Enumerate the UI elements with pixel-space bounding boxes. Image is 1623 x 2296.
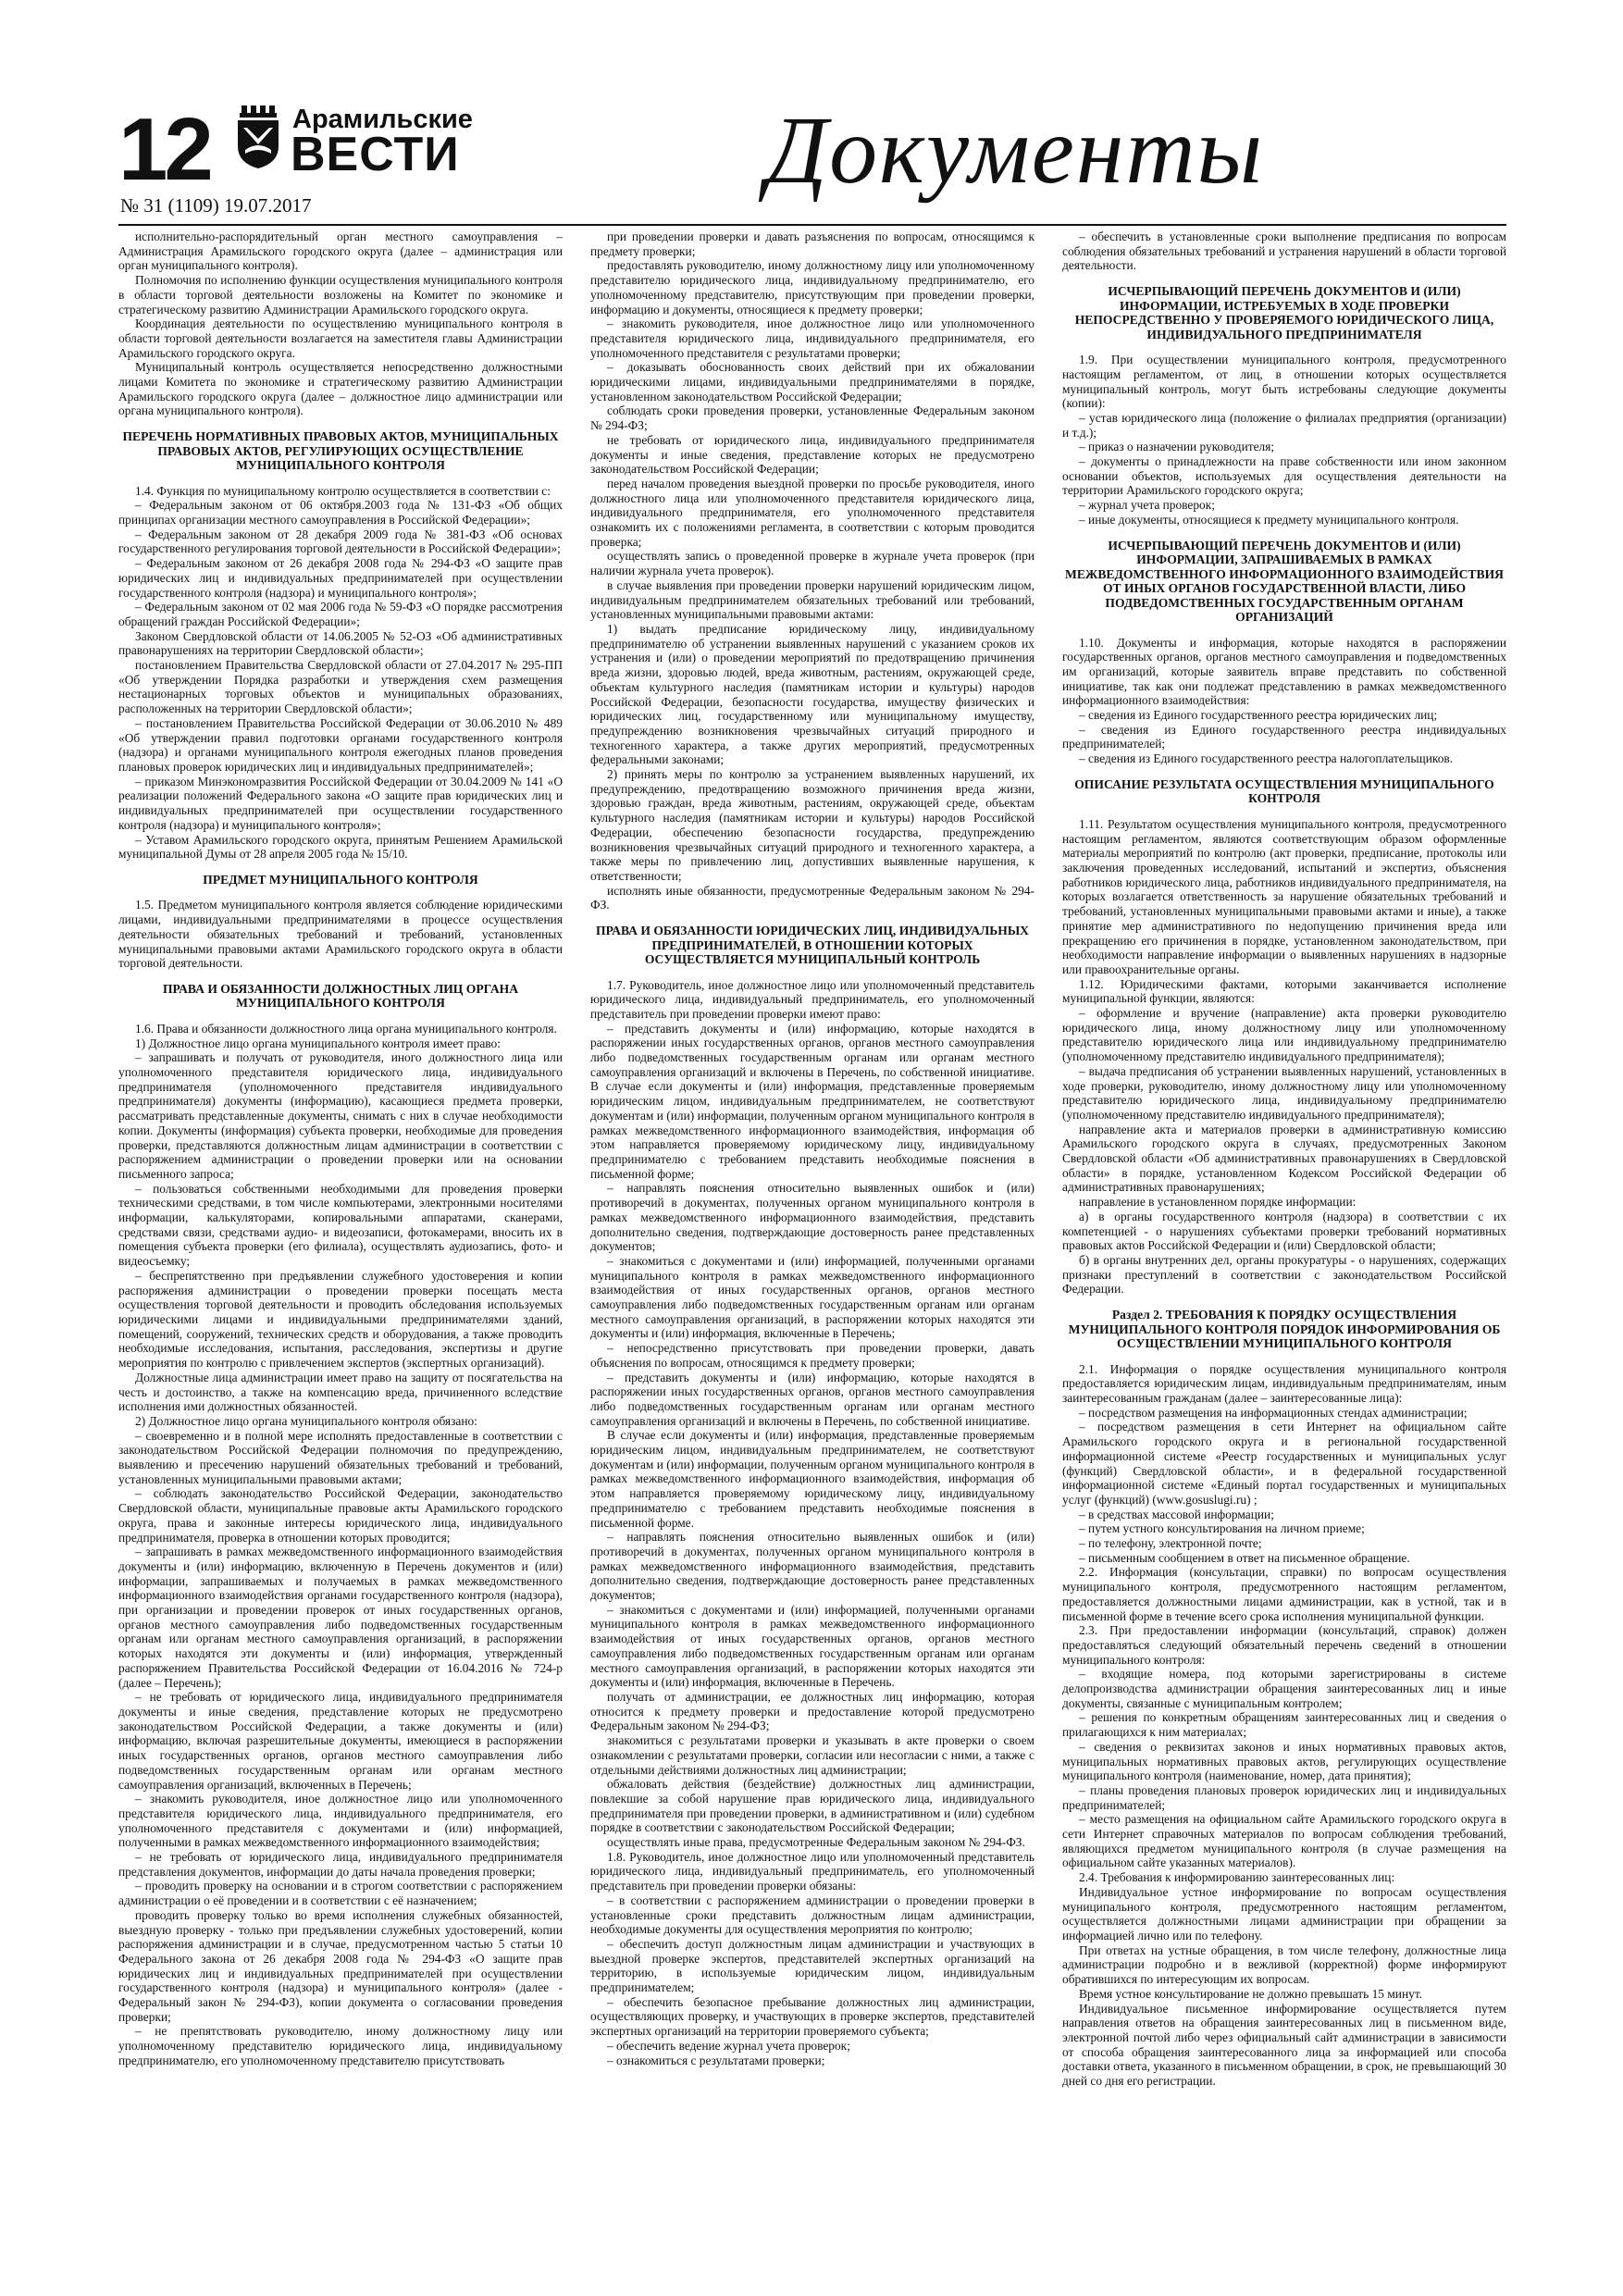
- paragraph: не требовать от юридического лица, индивидуального предпринимателя документы и иные сведения, представление которых не предусмотрено законодательством Российской Федерации;: [590, 432, 1035, 477]
- paragraph: б) в органы внутренних дел, органы прокуратуры - о нарушениях, содержащих признаки преступлений в соответствии с законодательством Российской Федерации.: [1062, 1252, 1506, 1297]
- paragraph: Муниципальный контроль осуществляется непосредственно должностными лицами Комитета по экономике и стратегическому развитию Администрации Арамильского городского округа (далее – должностное лицо администрации или органа муниципального контроля).: [118, 360, 563, 418]
- paragraph: – приказ о назначении руководителя;: [1079, 440, 1275, 454]
- paragraph: Время устное консультирование не должно превышать 15 минут.: [1079, 1986, 1423, 2001]
- paragraph: 1.5. Предметом муниципального контроля является соблюдение юридическими лицами, индивидуальными предпринимателями в процессе осуществления деятельности обязательных требований и требований, установленных муниципальными правовыми актами Арамильского городского округа в области торговой деятельности.: [118, 898, 563, 971]
- section-heading: ПРАВА И ОБЯЗАННОСТИ ЮРИДИЧЕСКИХ ЛИЦ, ИНДИВИДУАЛЬНЫХ ПРЕДПРИНИМАТЕЛЕЙ, В ОТНОШЕНИИ КОТОРЫХ ОСУЩЕСТВЛЯЕТСЯ МУНИЦИПАЛЬНЫЙ КОНТРОЛЬ: [596, 924, 1029, 967]
- paragraph: 1.10. Документы и информация, которые находятся в распоряжении государственных органов, органов местного самоуправления и подведомственных им организаций, которые заявитель вправе представить по собственной инициативе, так как они подлежат представлению в рамках межведомственного информационного взаимодействия:: [1062, 635, 1506, 708]
- paragraph: – сведения из Единого государственного реестра налогоплательщиков.: [1079, 751, 1454, 766]
- paragraph: – входящие номера, под которыми зарегистрированы в системе делопроизводства администрации обращения заинтересованных лиц и иные документы, связанные с муниципальным контролем;: [1062, 1667, 1506, 1710]
- paragraph: 1.4. Функция по муниципальному контролю осуществляется в соответствии с:: [135, 483, 551, 498]
- paragraph: – посредством размещения на информационных стендах администрации;: [1079, 1405, 1468, 1420]
- paragraph: – проводить проверку на основании и в строгом соответствии с распоряжением администрации о её проведении и в соответствии с её назначением;: [118, 1879, 563, 1908]
- paragraph: Полномочия по исполнению функции осуществления муниципального контроля в области торговой деятельности возложены на Комитет по экономике и стратегическому развитию Администрации Арамильского городского округа.: [118, 273, 563, 316]
- paragraph: – Федеральным законом от 02 мая 2006 года № 59-ФЗ «О порядке рассмотрения обращений граждан Российской Федерации»;: [118, 600, 563, 628]
- coat-of-arms-icon: [232, 104, 284, 170]
- paragraph: проводить проверку только во время исполнения служебных обязанностей, выездную проверку - только при предъявлении служебных удостоверений, копии распоряжения администрации и в случае, предусмотренном частью 5 статьи 10 Федерального закона от 26 декабря 2008 года № 294-ФЗ «О защите прав юридических лиц и индивидуальных предпринимателей при осуществлении государственного контроля (надзора) и муниципального контроля» (далее - Федеральный закон № 294-ФЗ), копии документа о согласовании проведения проверки;: [118, 1907, 563, 2024]
- paragraph: – обеспечить ведение журнал учета проверок;: [607, 2038, 850, 2053]
- paragraph: 1) Должностное лицо органа муниципального контроля имеет право:: [135, 1036, 501, 1050]
- paragraph: – запрашивать и получать от руководителя, иного должностного лица или уполномоченного представителя юридического лица, индивидуального предпринимателя (уполномоченного представителя индивидуального предпринимателя) документы (информацию), касающиеся предмета проверки, рассматривать представленные документы, снимать с них в случае необходимости копии. Документы (информация) субъекта проверки, необходимые для проведения проверки, представляются должностным лицам администрации в соответствии с распоряжением администрации о проведении проверки или на основании письменного запроса;: [118, 1050, 563, 1181]
- paragraph: – посредством размещения в сети Интернет на официальном сайте Арамильского городского округа и в региональной государственной информационной системе «Реестр государственных и муниципальных услуг (функций) Свердловской области», и в федеральной государственной информационной системе «Единый портал государственных и муниципальных услуг (функций) (www.gosuslugi.ru) ;: [1062, 1420, 1506, 1507]
- paragraph: а) в органы государственного контроля (надзора) в соответствии с их компетенцией - о нарушениях субъектами проверки требований нормативных правовых актов Российской Федерации и (или) Свердловской области;: [1062, 1209, 1506, 1253]
- paragraph: – обеспечить в установленные сроки выполнение предписания по вопросам соблюдения обязательных требований и устранения нарушений в области торговой деятельности.: [1062, 230, 1506, 273]
- paragraph: – запрашивать в рамках межведомственного информационного взаимодействия документы и (или) информацию, включенную в Перечень документов и (или) информации, запрашиваемых и получаемых в рамках межведомственного информационного взаимодействия органами государственного контроля (надзора), при организации и проведении проверок от иных государственных органов, органов местного самоуправления либо подведомственных государственным органам или органам местного самоуправления организаций, в распоряжении которых находятся эти документы и (или) информация, утвержденный распоряжением Правительства Российской Федерации от 16.04.2016 № 724-р (далее – Перечень);: [118, 1545, 563, 1690]
- section-heading: ИСЧЕРПЫВАЮЩИЙ ПЕРЕЧЕНЬ ДОКУМЕНТОВ И (ИЛИ) ИНФОРМАЦИИ, ЗАПРАШИВАЕМЫХ В РАМКАХ МЕЖВЕДОМСТВЕННОГО ИНФОРМАЦИОННОГО ВЗАИМОДЕЙСТВИЯ ОТ ИНЫХ ОРГАНОВ ГОСУДАРСТВЕННОЙ ВЛАСТИ, ЛИБО ПОДВЕДОМСТВЕННЫХ ГОСУДАРСТВЕННЫМ ОРГАНАМ ОРГАНИЗАЦИЙ: [1065, 538, 1504, 625]
- paragraph: – путем устного консультирования на личном приеме;: [1079, 1521, 1365, 1536]
- paragraph: При ответах на устные обращения, в том числе телефону, должностные лица администрации подробно и в вежливой (корректной) форме информируют обратившихся по интересующим их вопросам.: [1062, 1942, 1506, 1987]
- paragraph: знакомиться с результатами проверки и указывать в акте проверки о своем ознакомлении с результатами проверки, согласии или несогласии с ними, а также с отдельными действиями должностных лиц администрации;: [590, 1733, 1035, 1777]
- paragraph: 2.1. Информация о порядке осуществления муниципального контроля предоставляется юридическим лицам, индивидуальным предпринимателям, иным заинтересованным гражданам (далее – заинтересованные лица):: [1062, 1361, 1506, 1405]
- paragraph: предоставлять руководителю, иному должностному лицу или уполномоченному представителю юридического лица, индивидуальному предпринимателю, его уполномоченному представителю, присутствующим при проведении проверки, информацию и документы, относящиеся к предмету проверки;: [590, 258, 1035, 316]
- paragraph: 1.7. Руководитель, иное должностное лицо или уполномоченный представитель юридического лица, индивидуальный предприниматель, его уполномоченный представитель при проведении проверки имеют право:: [590, 977, 1035, 1021]
- paragraph: 2.2. Информация (консультации, справки) по вопросам осуществления муниципального контроля, предусмотренного настоящим регламентом, предоставляется должностными лицами администрации, как в устной, так и в письменной форме в течение всего срока исполнения муниципальной функции.: [1062, 1565, 1506, 1623]
- section-heading: ИСЧЕРПЫВАЮЩИЙ ПЕРЕЧЕНЬ ДОКУМЕНТОВ И (ИЛИ) ИНФОРМАЦИИ, ИСТРЕБУЕМЫХ В ХОДЕ ПРОВЕРКИ НЕПОСРЕДСТВЕННО У ПРОВЕРЯЕМОГО ЮРИДИЧЕСКОГО ЛИЦА, ИНДИВИДУАЛЬНОГО ПРЕДПРИНИМАТЕЛЯ: [1074, 284, 1494, 341]
- paragraph: – журнал учета проверок;: [1079, 498, 1215, 513]
- paragraph: исполнять иные обязанности, предусмотренные Федеральным законом № 294-ФЗ.: [590, 883, 1035, 912]
- paragraph: – решения по конкретным обращениям заинтересованных лиц и сведения о прилагающихся к ним материалах;: [1062, 1710, 1506, 1740]
- masthead: [118, 97, 1506, 227]
- paragraph: – обеспечить безопасное пребывание должностных лиц администрации, осуществляющих проверку, и участвующих в проверке экспертов, представителей экспертных организаций на территории проверяемого субъекта;: [590, 1994, 1035, 2039]
- paragraph: – устав юридического лица (положение о филиалах предприятия (организации) и т.д.);: [1062, 410, 1506, 440]
- header-rule: [118, 224, 1506, 226]
- paragraph: исполнительно-распорядительный орган местного самоуправления – Администрация Арамильского городского округа (далее – администрация или орган муниципального контроля).: [118, 230, 563, 273]
- section-heading: Раздел 2. ТРЕБОВАНИЯ К ПОРЯДКУ ОСУЩЕСТВЛЕНИЯ МУНИЦИПАЛЬНОГО КОНТРОЛЯ ПОРЯДОК ИНФОРМИРОВАНИЯ ОБ ОСУЩЕСТВЛЕНИИ МУНИЦИПАЛЬНОГО КОНТРОЛЯ: [1068, 1308, 1501, 1351]
- paragraph: – ознакомиться с результатами проверки;: [607, 2053, 825, 2067]
- brand-name-line1: Арамильские: [292, 105, 473, 134]
- paragraph: – представить документы и (или) информацию, которые находятся в распоряжении иных государственных органов, органов местного самоуправления либо подведомственных государственным органам или органам местного самоуправления организаций и включены в Перечень, по собственной инициативе. В случае если документы и (или) информация, представленные проверяемым юридическим лицом, индивидуальным предпринимателем, не соответствуют документам и (или) информации, полученным органом муниципального контроля в рамках межведомственного информационного взаимодействия, информация об этом направляется проверяемому юридическому лицу, индивидуальному предпринимателю с требованием представить необходимые пояснения в письменной форме;: [590, 1021, 1035, 1181]
- paragraph: – не требовать от юридического лица, индивидуального предпринимателя представления документов, информации до даты начала проведения проверки;: [118, 1850, 563, 1879]
- paragraph: – планы проведения плановых проверок юридических лиц и индивидуальных предпринимателей;: [1062, 1782, 1506, 1812]
- paragraph: – знакомить руководителя, иное должностное лицо или уполномоченного представителя юридического лица, индивидуального предпринимателя, его уполномоченного представителя с результатами проверки;: [590, 316, 1035, 360]
- paragraph: 1.6. Права и обязанности должностного лица органа муниципального контроля.: [135, 1021, 557, 1036]
- brand-name-line2: ВЕСТИ: [291, 128, 460, 181]
- paragraph: Должностные лица администрации имеет право на защиту от посягательства на честь и достоинство, а также на компенсацию вреда, причиненного вследствие исполнения ими должностных обязанностей.: [118, 1370, 563, 1414]
- paragraph: – знакомить руководителя, иное должностное лицо или уполномоченного представителя юридического лица, индивидуального предпринимателя, его уполномоченного представителя с документами и (или) информацией, полученными в рамках межведомственного информационного взаимодействия;: [118, 1792, 563, 1850]
- paragraph: 2) Должностное лицо органа муниципального контроля обязано:: [135, 1413, 477, 1428]
- paragraph: Индивидуальное письменное информирование осуществляется путем направления ответов на обращения заинтересованных лиц в письменном виде, электронной почтой либо через официальный сайт администрации в зависимости от способа обращения заинтересованного лица за информацией или способа доставки ответа, указанного в письменном обращении, в срок, не превышающий 30 дней со дня его регистрации.: [1062, 2001, 1506, 2089]
- article-columns: [118, 230, 1506, 2265]
- paragraph: – документы о принадлежности на праве собственности или ином законном основании объектов, используемых для осуществления деятельности на территории Арамильского городского округа;: [1062, 454, 1506, 498]
- section-heading: ОПИСАНИЕ РЕЗУЛЬТАТА ОСУЩЕСТВЛЕНИЯ МУНИЦИПАЛЬНОГО КОНТРОЛЯ: [1074, 776, 1494, 806]
- paragraph: перед началом проведения выездной проверки по просьбе руководителя, иного должностного лица или уполномоченного представителя юридического лица, индивидуального предпринимателя, его уполномоченного представителя ознакомить их с положениями регламента, в соответствии с которым проводится проверка;: [590, 476, 1035, 549]
- paragraph: – представить документы и (или) информацию, которые находятся в распоряжении иных государственных органов, органов местного самоуправления либо подведомственных государственным органам или органам местного самоуправления организаций и включены в Перечень, по собственной инициативе.: [590, 1370, 1035, 1428]
- paragraph: – Уставом Арамильского городского округа, принятым Решением Арамильской муниципальной Думы от 28 апреля 2005 года № 15/10.: [118, 832, 563, 862]
- paragraph: постановлением Правительства Свердловской области от 27.04.2017 № 295-ПП «Об утверждении Порядка разработки и утверждения схем размещения нестационарных торговых объектов и муниципальных образованиях, расположенных на территории Свердловской области»;: [118, 658, 563, 716]
- paragraph: – по телефону, электронной почте;: [1079, 1536, 1262, 1551]
- paragraph: направление в установленном порядке информации:: [1079, 1195, 1357, 1210]
- paragraph: – сведения о реквизитах законов и иных нормативных правовых актов, муниципальных нормативных правовых актов, регулирующих осуществление муниципального контроля (наименование, номер, дата принятия);: [1062, 1739, 1506, 1783]
- paragraph: – доказывать обоснованность своих действий при их обжаловании юридическими лицами, индивидуальными предпринимателями в порядке, установленном законодательством Российской Федерации;: [590, 360, 1035, 403]
- section-heading: ПЕРЕЧЕНЬ НОРМАТИВНЫХ ПРАВОВЫХ АКТОВ, МУНИЦИПАЛЬНЫХ ПРАВОВЫХ АКТОВ, РЕГУЛИРУЮЩИХ ОСУЩЕСТВЛЕНИЕ МУНИЦИПАЛЬНОГО КОНТРОЛЯ: [122, 429, 559, 473]
- paragraph: – Федеральным законом от 26 декабря 2008 года № 294-ФЗ «О защите прав юридических лиц и индивидуальных предпринимателей при осуществлении государственного контроля (надзора) и муниципального контроля»;: [118, 556, 563, 600]
- paragraph: Координация деятельности по осуществлению муниципального контроля в области торговой деятельности возлагается на заместителя главы Администрации Арамильского городского округа.: [118, 316, 563, 360]
- section-heading: ПРАВА И ОБЯЗАННОСТИ ДОЛЖНОСТНЫХ ЛИЦ ОРГАНА МУНИЦИПАЛЬНОГО КОНТРОЛЯ: [162, 981, 519, 1011]
- paragraph: в случае выявления при проведении проверки нарушений юридическим лицом, индивидуальным предпринимателем обязательных требований или требований, установленных муниципальными правовыми актами:: [590, 577, 1035, 622]
- paragraph: В случае если документы и (или) информация, представленные проверяемым юридическим лицом, индивидуальным предпринимателем, не соответствуют документам и (или) информации, полученным органом муниципального контроля в рамках межведомственного информационного взаимодействия, информация об этом направляется проверяемому юридическому лицу, индивидуальному предпринимателю с требованием представить необходимые пояснения в письменной форме.: [590, 1428, 1035, 1530]
- paragraph: – выдача предписания об устранении выявленных нарушений, установленных в ходе проверки, руководителю, иному должностному лицу или уполномоченному представителю юридического лица, индивидуальному предпринимателю (уполномоченному представителю индивидуального предпринимателя);: [1062, 1063, 1506, 1122]
- paragraph: – в соответствии с распоряжением администрации о проведении проверки в установленные сроки представить должностным лицам администрации, необходимые документы для осуществления мероприятия по контролю;: [590, 1893, 1035, 1937]
- paragraph: – направлять пояснения относительно выявленных ошибок и (или) противоречий в документах, полученных органом муниципального контроля в рамках межведомственного информационного взаимодействия, представить дополнительно сведения, подтверждающие достоверность ранее представленных документов;: [590, 1181, 1035, 1254]
- text-column-3: [1062, 230, 1506, 2265]
- paragraph: – непосредственно присутствовать при проведении проверки, давать объяснения по вопросам, относящимся к предмету проверки;: [590, 1341, 1035, 1370]
- paragraph: получать от администрации, ее должностных лиц информацию, которая относится к предмету проверки и предоставление которой предусмотрено Федеральным законом № 294-ФЗ;: [590, 1690, 1035, 1733]
- text-column-1: [118, 230, 563, 2265]
- paragraph: – Федеральным законом от 06 октября.2003 года № 131-ФЗ «Об общих принципах организации местного самоуправления в Российской Федерации»;: [118, 498, 563, 527]
- paragraph: – знакомиться с документами и (или) информацией, полученными органами муниципального контроля в рамках межведомственного информационного взаимодействия от иных государственных органов, органов местного самоуправления либо подведомственных государственным органам или органам местного самоуправления организаций, в распоряжении которых находятся эти документы и (или) информация, включенные в Перечень;: [590, 1253, 1035, 1341]
- paragraph: – знакомиться с документами и (или) информацией, полученными органами муниципального контроля в рамках межведомственного информационного взаимодействия от иных государственных органов, органов местного самоуправления либо подведомственных государственным органам или органам местного самоуправления организаций, в распоряжении которых находятся эти документы и (или) информация, включенные в Перечень.: [590, 1602, 1035, 1690]
- section-title: Документы: [766, 97, 1265, 204]
- paragraph: – направлять пояснения относительно выявленных ошибок и (или) противоречий в документах, полученных органом муниципального контроля в рамках межведомственного информационного взаимодействия, представить дополнительно сведения, подтверждающие достоверность ранее представленных документов;: [590, 1530, 1035, 1603]
- page-number: 12: [118, 100, 210, 199]
- paragraph: – постановлением Правительства Российской Федерации от 30.06.2010 № 489 «Об утверждении правил подготовки органами государственного контроля (надзора) и органами муниципального контроля ежегодных планов проведения плановых проверок юридических лиц и индивидуальных предпринимателей»;: [118, 715, 563, 774]
- paragraph: 1.11. Результатом осуществления муниципального контроля, предусмотренного настоящим регламентом, являются соответствующим образом оформленные материалы мероприятий по контролю (акт проверки, предписание, протоколы или заключения проведенных исследований, испытаний и экспертиз, объяснения работников юридического лица, работников индивидуального предпринимателя, на которых возлагается ответственность за нарушение обязательных требований и требований, установленных муниципальными правовыми актами и иные), а также принятие мер административного по недопущению причинения вреда или прекращению его причинения в порядке, установленном законодательством, при необходимости направление информации о выявленных нарушениях в надзорные или правоохранительные органы.: [1062, 816, 1506, 976]
- paragraph: – не препятствовать руководителю, иному должностному лицу или уполномоченному представителю юридического лица, индивидуальному предпринимателю, его уполномоченному представителю присутствовать: [118, 2024, 563, 2067]
- paragraph: – приказом Минэкономразвития Российской Федерации от 30.04.2009 № 141 «О реализации положений Федерального закона «О защите прав юридических лиц и индивидуальных предпринимателей при осуществлении государственного контроля (надзора) и муниципального контроля»;: [118, 774, 563, 832]
- paragraph: обжаловать действия (бездействие) должностных лиц администрации, повлекшие за собой нарушение прав юридического лица, индивидуального предпринимателя при проведении проверки, в административном и (или) судебном порядке в соответствии с законодательством Российской Федерации;: [590, 1777, 1035, 1835]
- paragraph: – оформление и вручение (направление) акта проверки руководителю юридического лица, иному должностному лицу или уполномоченному представителю юридического лица или индивидуальному предпринимателю (уполномоченному представителю индивидуального предпринимателя);: [1062, 1006, 1506, 1064]
- paragraph: – сведения из Единого государственного реестра юридических лиц;: [1079, 708, 1438, 723]
- paragraph: – место размещения на официальном сайте Арамильского городского округа в сети Интернет справочных материалов по вопросам соблюдения требований, являющихся предметом муниципального контроля (в случае размещения на официальном сайте указанных материалов).: [1062, 1812, 1506, 1870]
- paragraph: осуществлять запись о проведенной проверке в журнале учета проверок (при наличии журнала учета проверок).: [590, 549, 1035, 578]
- issue-info: № 31 (1109) 19.07.2017: [120, 194, 312, 217]
- paragraph: – своевременно и в полной мере исполнять предоставленные в соответствии с законодательством Российской Федерации полномочия по предупреждению, выявлению и пресечению нарушений обязательных требований и требований, установленных муниципальными правовыми актами;: [118, 1428, 563, 1486]
- paragraph: – соблюдать законодательство Российской Федерации, законодательство Свердловской области, муниципальные правовые акты Арамильского городского округа, права и законные интересы юридического лица, индивидуального предпринимателя, проверка в отношении которых проводится;: [118, 1486, 563, 1545]
- paragraph: при проведении проверки и давать разъяснения по вопросам, относящимся к предмету проверки;: [590, 230, 1035, 258]
- paragraph: Законом Свердловской области от 14.06.2005 № 52-ОЗ «Об административных правонарушениях на территории Свердловской области»;: [118, 628, 563, 658]
- paragraph: 1.8. Руководитель, иное должностное лицо или уполномоченный представитель юридического лица, индивидуальный предприниматель, его уполномоченный представитель при проведении проверки обязаны:: [590, 1849, 1035, 1893]
- paragraph: – сведения из Единого государственного реестра индивидуальных предпринимателей;: [1062, 722, 1506, 751]
- paragraph: – письменным сообщением в ответ на письменное обращение.: [1079, 1550, 1410, 1565]
- paragraph: 1.12. Юридическими фактами, которыми заканчивается исполнение муниципальной функции, являются:: [1062, 976, 1506, 1006]
- paragraph: соблюдать сроки проведения проверки, установленные Федеральным законом № 294-ФЗ;: [590, 403, 1035, 433]
- paragraph: – беспрепятственно при предъявлении служебного удостоверения и копии распоряжения администрации о проведении проверки посещать места осуществления торговой деятельности и проводить обследования используемых юридическими лицами и индивидуальными предпринимателями зданий, помещений, сооружений, технических средств и оборудования, а также проводить необходимые исследования, испытания, расследования, экспертизы и другие мероприятия по контролю с привлечением экспертов (экспертных организаций).: [118, 1268, 563, 1371]
- paragraph: 2) принять меры по контролю за устранением выявленных нарушений, их предупреждению, предотвращению возможного причинения вреда жизни, здоровью граждан, вреда животным, растениям, окружающей среде, объектам культурного наследия (памятникам истории и культуры) народов Российской Федерации, обеспечению безопасности государства, предупреждению возникновения чрезвычайных ситуаций природного и техногенного характера, а также меры по привлечению лиц, допустивших выявленные нарушения, к ответственности;: [590, 767, 1035, 883]
- paragraph: Индивидуальное устное информирование по вопросам осуществления муниципального контроля, предусмотренного настоящим регламентом, осуществляется должностными лицами администрации при обращении за информацией лично или по телефону.: [1062, 1884, 1506, 1942]
- paragraph: – не требовать от юридического лица, индивидуального предпринимателя документы и иные сведения, представление которых не предусмотрено законодательством Российской Федерации, а также документы и (или) информацию, включая разрешительные документы, имеющиеся в распоряжении иных государственных органов, органов местного самоуправления либо подведомственных государственным органам или органам местного самоуправления организаций, включенных в Перечень;: [118, 1690, 563, 1792]
- paragraph: – пользоваться собственными необходимыми для проведения проверки техническими средствами, в том числе компьютерами, электронными носителями информации, калькуляторами, копировальными аппаратами, сканерами, средствами связи, средствами аудио- и видеозаписи, фотокамерами, вносить их в помещения субъекта проверки (его филиала), осуществлять аудиозапись, фото- и видеосъемку;: [118, 1181, 563, 1269]
- paragraph: – обеспечить доступ должностным лицам администрации и участвующих в выездной проверке экспертов, представителей экспертных организаций на территорию, в используемые юридическим лицом, индивидуальным предпринимателем;: [590, 1936, 1035, 1995]
- paragraph: 2.3. При предоставлении информации (консультаций, справок) должен предоставляться следующий обязательный перечень сведений в отношении муниципального контроля:: [1062, 1623, 1506, 1667]
- text-column-2: [590, 230, 1035, 2265]
- paragraph: – в средствах массовой информации;: [1079, 1507, 1274, 1521]
- paragraph: 1) выдать предписание юридическому лицу, индивидуальному предпринимателю об устранении выявленных нарушений с указанием сроков их устранения и (или) о проведении мероприятий по предотвращению причинения вреда жизни, здоровью людей, вреда животным, растениям, окружающей среде, объектам культурного наследия (памятникам истории и культуры) народов Российской Федерации, безопасности государства, имуществу физических и юридических лиц, государственному или муниципальному имуществу, предупреждению возникновения чрезвычайных ситуаций природного и техногенного характера, а также других мероприятий, предусмотренных федеральными законами;: [590, 621, 1035, 767]
- paragraph: 2.4. Требования к информированию заинтересованных лиц:: [1079, 1870, 1395, 1885]
- paragraph: направление акта и материалов проверки в административную комиссию Арамильского городского округа в случаях, предусмотренных Законом Свердловской области «Об административных правонарушениях в Свердловской области» в порядке, установленном Кодексом Российской Федерации об административных правонарушениях;: [1062, 1122, 1506, 1195]
- section-heading: ПРЕДМЕТ МУНИЦИПАЛЬНОГО КОНТРОЛЯ: [203, 872, 478, 887]
- paragraph: 1.9. При осуществлении муниципального контроля, предусмотренного настоящим регламентом, от лиц, в отношении которых осуществляется муниципальный контроль, могут быть истребованы следующие документы (копии):: [1062, 353, 1506, 411]
- paragraph: осуществлять иные права, предусмотренные Федеральным законом № 294-ФЗ.: [607, 1835, 1025, 1850]
- paragraph: – Федеральным законом от 28 декабря 2009 года № 381-ФЗ «Об основах государственного регулирования торговой деятельности в Российской Федерации»;: [118, 527, 563, 556]
- paragraph: – иные документы, относящиеся к предмету муниципального контроля.: [1079, 512, 1459, 527]
